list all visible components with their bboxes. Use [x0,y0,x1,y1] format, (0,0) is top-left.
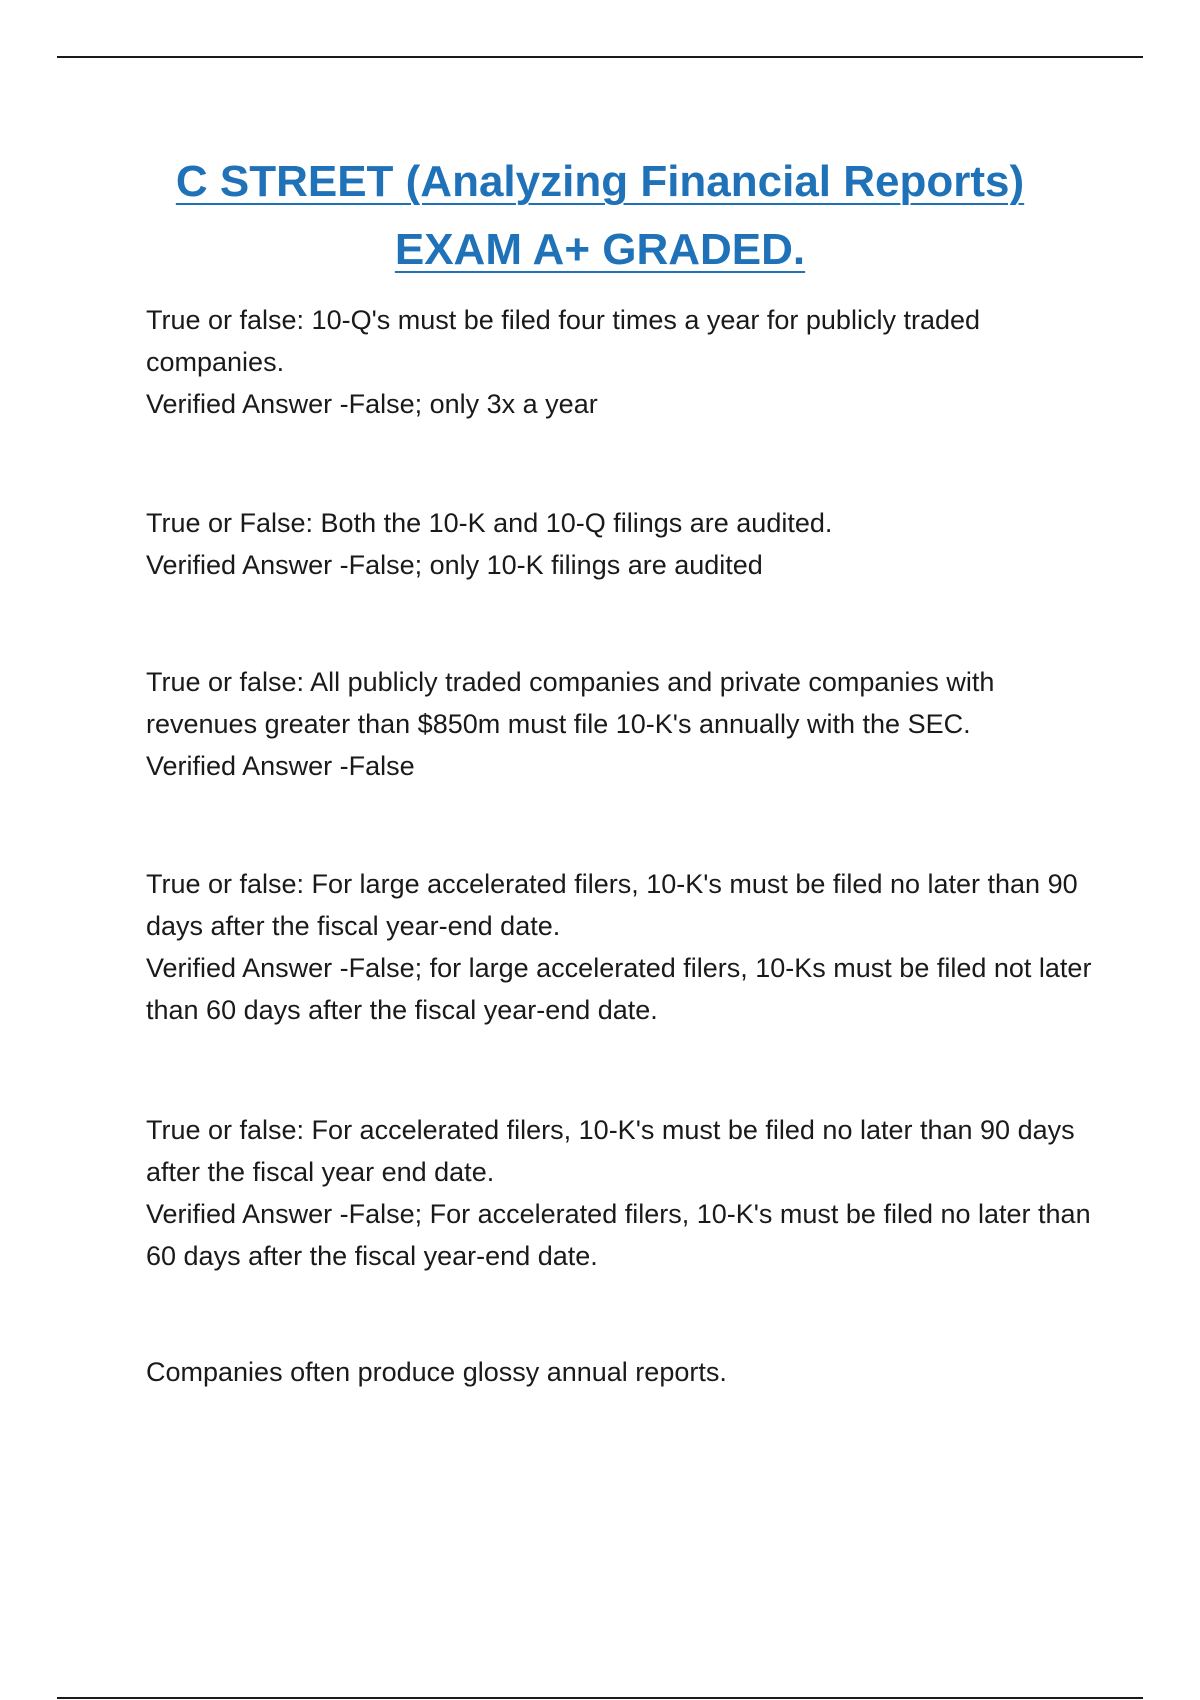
question-text: True or false: 10-Q's must be filed four times a year for publicly traded companies. [146,305,981,377]
answer-text: Verified Answer -False [146,751,415,781]
page-top-rule [57,56,1143,58]
answer-text: Verified Answer -False; For accelerated filers, 10-K's must be filed no later than 60 days after the fiscal year-end date. [146,1199,1091,1271]
qa-item [146,299,1106,425]
closing-statement: Companies often produce glossy annual reports. [146,1357,727,1387]
document-body [146,299,1106,1393]
question-text: True or false: All publicly traded companies and private companies with revenues greater than $850m must file 10-K's annually with the SEC. [146,667,995,739]
answer-text: Verified Answer -False; only 3x a year [146,389,598,419]
answer-text: Verified Answer -False; only 10-K filings are audited [146,550,763,580]
document-title [0,148,1200,284]
qa-item [146,863,1106,1031]
page-bottom-rule [57,1697,1143,1699]
document-title-line-2: EXAM A+ GRADED. [394,225,806,274]
qa-item [146,502,1106,586]
document-title-line-1: C STREET (Analyzing Financial Reports) [175,157,1025,206]
qa-item [146,1109,1106,1277]
question-text: True or false: For accelerated filers, 10-K's must be filed no later than 90 days after the fiscal year end date. [146,1115,1075,1187]
question-text: True or False: Both the 10-K and 10-Q filings are audited. [146,508,833,538]
qa-item [146,661,1106,787]
question-text: True or false: For large accelerated filers, 10-K's must be filed no later than 90 days after the fiscal year-end date. [146,869,1078,941]
answer-text: Verified Answer -False; for large accelerated filers, 10-Ks must be filed not later than 60 days after the fiscal year-end date. [146,953,1092,1025]
